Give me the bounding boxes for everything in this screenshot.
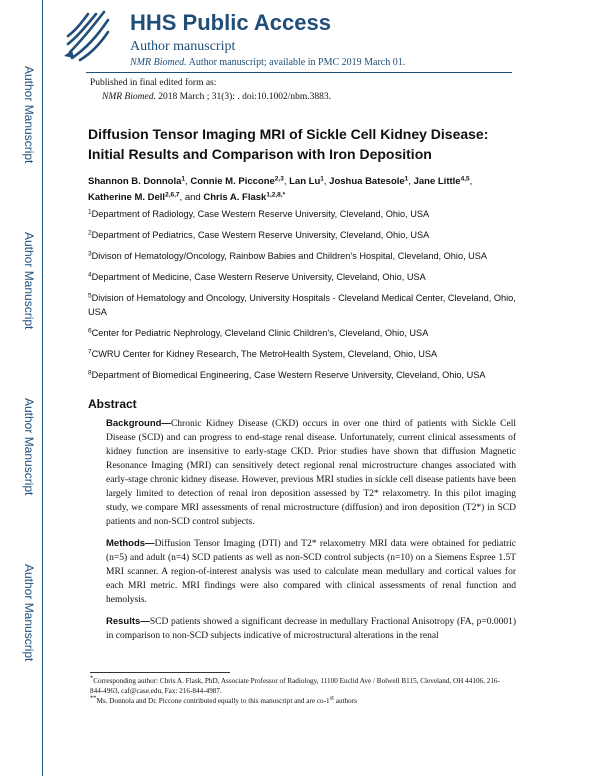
affiliation-sup: 1 [88, 208, 92, 216]
footnote-mark: ** [90, 694, 97, 702]
author-sup: 1 [320, 175, 324, 183]
affiliation-text: Divison of Hematology/Oncology, Rainbow Babies and Children’s Hospital, Cleveland, Ohio, USA [91, 251, 488, 261]
affiliation-text: Center for Pediatric Nephrology, Cleveland Clinic Children’s, Cleveland, Ohio, USA [91, 328, 429, 338]
author [88, 192, 180, 203]
footnote-sup: st [329, 694, 334, 702]
author [329, 176, 408, 187]
author-separator: , [469, 176, 473, 187]
author-sup: 2,3 [274, 175, 284, 183]
abstract-background [106, 417, 516, 529]
citation-details: 2018 March ; 31(3): . doi:10.1002/nbm.3883. [155, 92, 332, 102]
affiliation-sup: 6 [88, 327, 92, 335]
corresponding-author-note [90, 676, 510, 696]
author-sup: 1 [404, 175, 409, 183]
section-text: Diffusion Tensor Imaging (DTI) and T2* relaxometry MRI data were obtained for pediatric (n=5) and adult (n=4) SCD patients as well as non-SCD control subjects (n=10) on a Siemens Espree 1.5T MRI scanner. A region-of-interest analysis was used to calculate mean medullary and cortical values for each MRI metric. MRI findings were also compared with clinical assessments of renal function and hemolysis. [106, 539, 516, 605]
author-name: Lan Lu [289, 176, 321, 187]
author-separator: , [323, 176, 330, 187]
affiliation [88, 228, 518, 242]
author [88, 176, 185, 187]
author-name: Connie M. Piccone [190, 176, 275, 187]
footnote-text: Corresponding author: Chris A. Flask, PhD, Associate Professor of Radiology, 11100 Euclid Ave / Bolwell B115, Cleveland, OH 44106, 216-844-4963, caf@case.edu, Fax: 216-844-4987. [90, 677, 500, 695]
paper-title: Diffusion Tensor Imaging MRI of Sickle Cell Kidney Disease: Initial Results and Comparison with Iron Deposition [88, 126, 489, 162]
author-sup: 2,6,7 [165, 191, 180, 199]
section-text: SCD patients showed a significant decrease in medullary Fractional Anisotropy (FA, p=0.0001) in comparison to non-SCD subjects indicative of microstructural alterations in the renal [106, 617, 516, 641]
affiliation-sup: 4 [88, 271, 92, 279]
affiliation [88, 270, 518, 284]
affiliation-text: Division of Hematology and Oncology, University Hospitals - Cleveland Medical Center, Cleveland, Ohio, USA [88, 293, 516, 317]
published-line: Published in final edited form as: [90, 78, 217, 88]
affiliation-text: Department of Radiology, Case Western Reserve University, Cleveland, Ohio, USA [91, 209, 430, 219]
footnote-rule [90, 672, 230, 673]
sidebar-label-author-manuscript: Author Manuscript [22, 564, 36, 662]
author-name: Joshua Batesole [329, 176, 405, 187]
hhs-public-access-title: HHS Public Access [130, 10, 331, 35]
sidebar-label-author-manuscript: Author Manuscript [22, 398, 36, 496]
affiliation-sup: 5 [88, 292, 92, 300]
section-lead: Results— [106, 616, 150, 627]
author-sup: 4,5 [460, 175, 470, 183]
author-separator: , [408, 176, 414, 187]
availability-text: Author manuscript; available in PMC 2019 March 01. [186, 57, 406, 68]
sidebar-label-author-manuscript: Author Manuscript [22, 232, 36, 330]
sidebar-label-author-manuscript: Author Manuscript [22, 66, 36, 164]
affiliation-sup: 3 [88, 250, 92, 258]
affiliation-text: Department of Pediatrics, Case Western Reserve University, Cleveland, Ohio, USA [91, 230, 430, 240]
abstract-heading: Abstract [88, 397, 137, 411]
affiliation-list [88, 207, 518, 389]
abstract-body [106, 417, 516, 651]
availability-line [130, 57, 405, 68]
affiliation-sup: 8 [88, 369, 92, 377]
author-manuscript-subtitle: Author manuscript [130, 39, 236, 54]
abstract-results [106, 615, 516, 643]
footnotes [90, 676, 510, 706]
author-name: Jane Little [413, 176, 461, 187]
footnote-text: authors [333, 697, 357, 705]
affiliation-text: CWRU Center for Kidney Research, The MetroHealth System, Cleveland, Ohio, USA [91, 349, 438, 359]
citation-line [90, 90, 331, 104]
header-rule [86, 72, 512, 73]
affiliation-text: Department of Biomedical Engineering, Case Western Reserve University, Cleveland, Ohio, USA [91, 370, 486, 380]
author-name: Chris A. Flask [203, 192, 267, 203]
affiliation [88, 249, 518, 263]
author-sup: 1 [181, 175, 186, 183]
affiliation-sup: 7 [88, 348, 92, 356]
author-separator: , and [179, 192, 204, 203]
affiliation [88, 368, 518, 382]
journal-name: NMR Biomed. [130, 57, 187, 68]
hhs-eagle-icon [62, 6, 114, 64]
section-text: Chronic Kidney Disease (CKD) occurs in over one third of patients with Sickle Cell Disease (SCD) and can progress to end-stage renal disease. Unfortunately, current clinical assessments of kidney function are insensitive to early-stage CKD. Prior studies have shown that diffusion Magnetic Resonance Imaging (MRI) can sensitively detect regional renal microstructure changes associated with early-stage chronic kidney disease. However, previous MRI studies in sickle cell disease patients have been largely limited to detection of renal iron deposition assessed by T2* relaxometry. In this pilot imaging study, we compare MRI assessments of renal microstructure (diffusion) and iron deposition (T2*) in SCD patients and non-SCD control subjects. [106, 419, 516, 527]
author-separator: , [283, 176, 290, 187]
footnote-text: Ms. Donnola and Dr. Piccone contributed equally to this manuscript and are co-1 [96, 697, 330, 705]
equal-contribution-note [90, 696, 510, 706]
abstract-methods [106, 537, 516, 607]
author-separator: , [185, 176, 191, 187]
affiliation [88, 291, 518, 319]
sidebar-divider [42, 0, 43, 776]
affiliation [88, 326, 518, 340]
affiliation [88, 207, 518, 221]
section-lead: Background— [106, 418, 171, 429]
author [414, 176, 470, 187]
author-name: Shannon B. Donnola [88, 176, 182, 187]
citation-journal: NMR Biomed. [102, 92, 156, 102]
publication-info [90, 76, 331, 104]
affiliation-sup: 2 [88, 229, 92, 237]
affiliation [88, 347, 518, 361]
author [203, 192, 285, 203]
author [289, 176, 324, 187]
author-name: Katherine M. Dell [88, 192, 166, 203]
affiliation-text: Department of Medicine, Case Western Reserve University, Cleveland, Ohio, USA [91, 272, 426, 282]
author-sup: 1,2,8,* [266, 191, 286, 199]
footnote-mark: * [90, 674, 94, 682]
section-lead: Methods— [106, 538, 155, 549]
author-list [88, 174, 518, 206]
author [190, 176, 284, 187]
